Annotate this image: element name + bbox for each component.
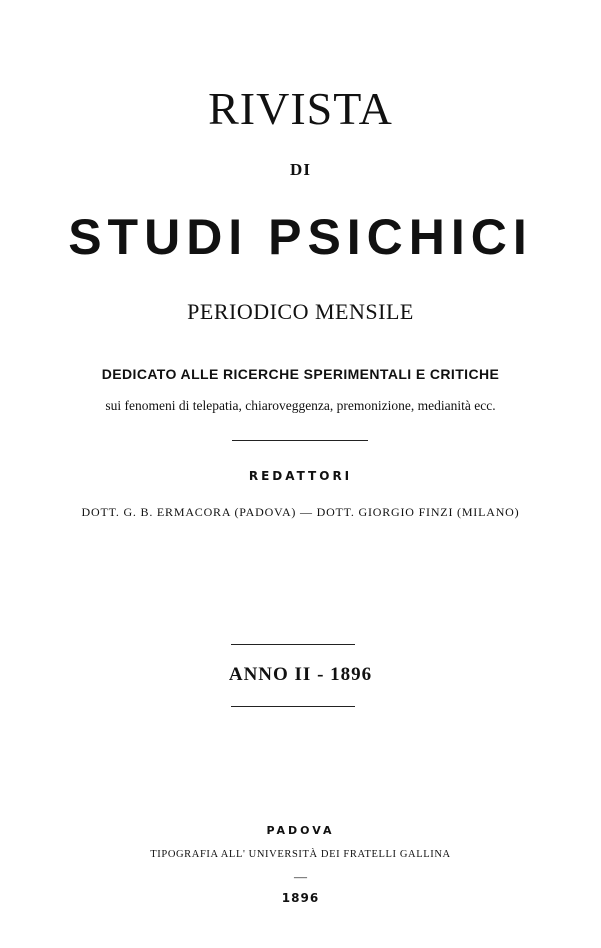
imprint-year: 1896 (281, 891, 320, 905)
editors-heading: REDATTORI (248, 469, 353, 483)
divider-below-volume (231, 706, 355, 707)
imprint-place: PADOVA (266, 824, 335, 837)
dedication: DEDICATO ALLE RICERCHE SPERIMENTALI E CRITICHE (101, 366, 500, 382)
imprint-separator: — (294, 869, 307, 884)
title-rivista: RIVISTA (208, 83, 393, 134)
subtitle: PERIODICO MENSILE (187, 299, 414, 324)
divider-top (232, 440, 368, 441)
topics: sui fenomeni di telepatia, chiaroveggenza, premonizione, medianità ecc. (105, 398, 496, 413)
editors: DOTT. G. B. ERMACORA (PADOVA) — DOTT. GIORGIO FINZI (MILANO) (81, 505, 520, 519)
imprint-printer: TIPOGRAFIA ALL' UNIVERSITÀ DEI FRATELLI GALLINA (150, 849, 451, 860)
title-studi-psichici: STUDI PSICHICI (68, 209, 533, 265)
divider-above-volume (231, 644, 355, 645)
volume-year: ANNO II - 1896 (228, 664, 373, 685)
title-di: DI (290, 160, 311, 179)
